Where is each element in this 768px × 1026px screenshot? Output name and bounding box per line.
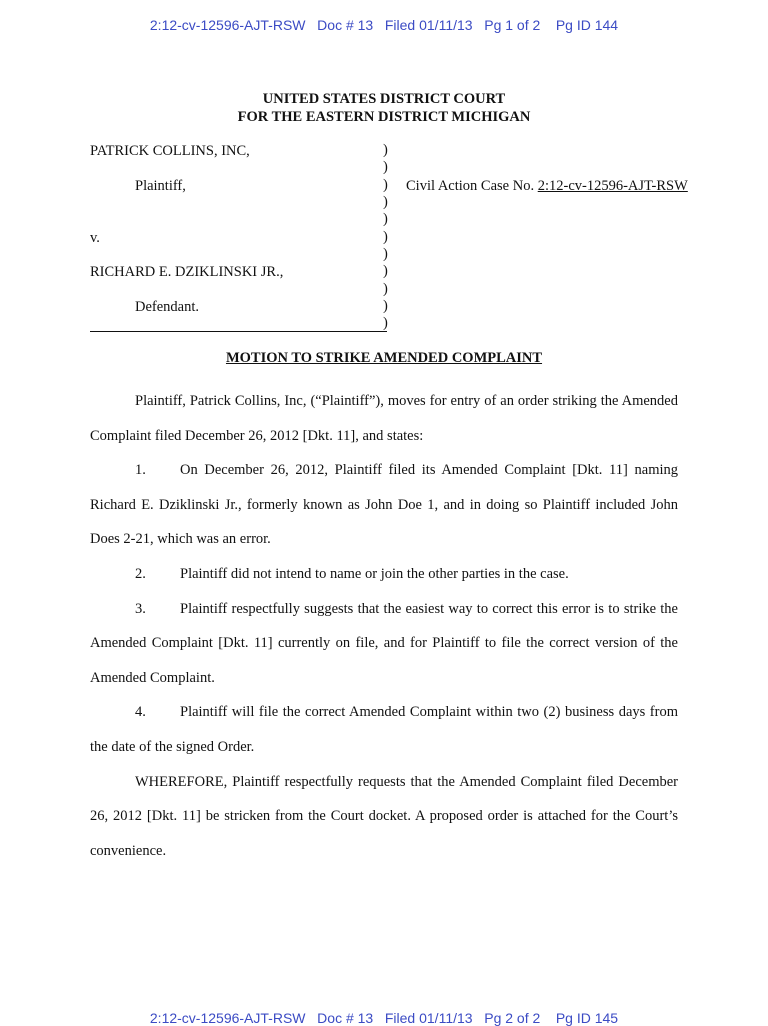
court-name: UNITED STATES DISTRICT COURT — [262, 91, 506, 107]
paragraph-number: 4. — [135, 704, 146, 721]
numbered-paragraph-1 — [90, 453, 678, 557]
caption-paren: ) — [383, 159, 388, 176]
paragraph-number: 1. — [135, 462, 146, 479]
paragraph-text: Plaintiff did not intend to name or join the other parties in the case. — [180, 565, 569, 582]
caption-paren: ) — [383, 280, 388, 297]
numbered-paragraph-3 — [90, 592, 678, 696]
caption-rule — [90, 331, 387, 332]
versus-label: v. — [90, 230, 100, 246]
caption-paren: ) — [383, 142, 388, 158]
caption-paren: ) — [383, 228, 388, 245]
paragraph-text: Plaintiff respectfully suggests that the easiest way to correct this error is to strike the Amended Complaint [Dkt. 11] currently on file, and for Plaintiff to file the correct version of the Amended Complaint. — [90, 600, 678, 686]
intro-paragraph: Plaintiff, Patrick Collins, Inc, (“Plaintiff”), moves for entry of an order striking the Amended Complaint filed December 26, 2012 [Dkt. 11], and states: — [90, 393, 678, 444]
caption-paren: ) — [383, 298, 388, 315]
header-stamp: 2:12-cv-12596-AJT-RSW Doc # 13 Filed 01/11/13 Pg 1 of 2 Pg ID 144 — [149, 17, 619, 33]
caption-paren: ) — [383, 246, 388, 263]
paragraph-text: Plaintiff will file the correct Amended Complaint within two (2) business days from the date of the signed Order. — [90, 704, 678, 755]
caption-paren: ) — [383, 263, 388, 280]
defendant-name: RICHARD E. DZIKLINSKI JR., — [90, 264, 284, 280]
motion-title: MOTION TO STRIKE AMENDED COMPLAINT — [225, 350, 543, 366]
caption-paren: ) — [383, 176, 388, 193]
motion-body — [90, 384, 678, 868]
plaintiff-role: Plaintiff, — [135, 178, 186, 194]
caption-parentheses — [383, 142, 388, 333]
caption-paren: ) — [383, 194, 388, 211]
wherefore-paragraph: WHEREFORE, Plaintiff respectfully requests that the Amended Complaint filed December 26, 2012 [Dkt. 11] be stricken from the Court docket. A proposed order is attached for the Court’s convenience. — [90, 773, 678, 859]
numbered-paragraph-4 — [90, 695, 678, 764]
caption-paren: ) — [383, 211, 388, 228]
case-number: 2:12-cv-12596-AJT-RSW — [537, 178, 688, 194]
paragraph-number: 2. — [135, 565, 146, 582]
paragraph-number: 3. — [135, 600, 146, 617]
case-number-line — [406, 177, 688, 195]
case-number-label: Civil Action Case No. — [406, 178, 535, 194]
court-district: FOR THE EASTERN DISTRICT MICHIGAN — [237, 109, 531, 125]
paragraph-text: On December 26, 2012, Plaintiff filed its Amended Complaint [Dkt. 11] naming Richard E. Dziklinski Jr., formerly known as John Doe 1, and in doing so Plaintiff included John Does 2-21, which was an error. — [90, 462, 678, 548]
caption-paren: ) — [383, 315, 388, 332]
plaintiff-name: PATRICK COLLINS, INC, — [90, 143, 250, 159]
footer-stamp: 2:12-cv-12596-AJT-RSW Doc # 13 Filed 01/11/13 Pg 2 of 2 Pg ID 145 — [149, 1010, 619, 1026]
court-heading — [0, 90, 768, 126]
numbered-paragraph-2 — [90, 557, 678, 592]
defendant-role: Defendant. — [135, 299, 200, 315]
